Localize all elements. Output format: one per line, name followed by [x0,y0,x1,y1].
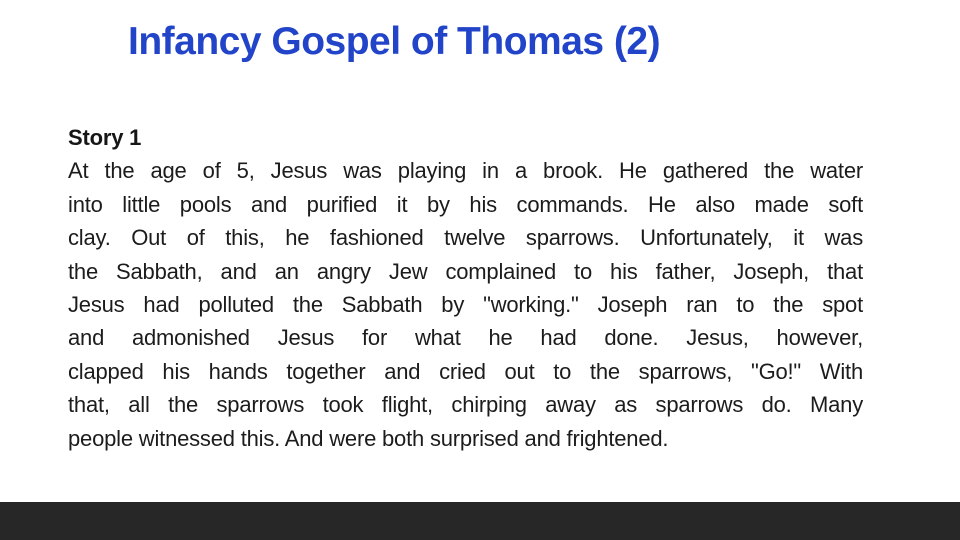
story-line: At the age of 5, Jesus was playing in a brook. He gathered the water [68,158,863,184]
story-line: that, all the sparrows took flight, chirping away as sparrows do. Many [68,392,863,418]
story-line: people witnessed this. And were both surprised and frightened. [68,425,669,451]
story-line: Jesus had polluted the Sabbath by "working." Joseph ran to the spot [68,292,863,318]
story-line: clay. Out of this, he fashioned twelve sparrows. Unfortunately, it was [68,225,863,251]
footer-bar [0,502,960,540]
story-line: into little pools and purified it by his commands. He also made soft [68,191,863,217]
slide-title: Infancy Gospel of Thomas (2) [128,20,661,63]
story-line: and admonished Jesus for what he had done. Jesus, however, [68,325,863,351]
story-line: clapped his hands together and cried out to the sparrows, "Go!" With [68,358,863,384]
story-line: the Sabbath, and an angry Jew complained to his father, Joseph, that [68,258,863,284]
story-block [68,121,863,455]
story-heading: Story 1 [68,125,142,150]
